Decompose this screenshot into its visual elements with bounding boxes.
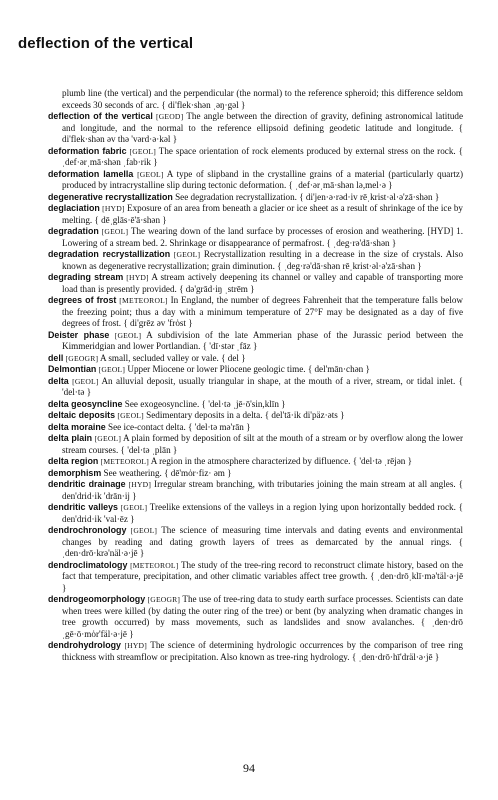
entry-headword: degrees of frost bbox=[48, 295, 117, 305]
entry-headword: dendrochronology bbox=[48, 525, 127, 535]
entry-field-label: [GEOL] bbox=[129, 146, 157, 156]
dictionary-entry bbox=[48, 353, 463, 365]
dictionary-entry bbox=[48, 410, 463, 422]
entry-headword: Delmontian bbox=[48, 364, 97, 374]
entry-field-label: [HYD] bbox=[124, 641, 147, 650]
dictionary-entry bbox=[48, 468, 463, 480]
entry-headword: dendritic valleys bbox=[48, 502, 118, 512]
entry-definition: Treelike extensions of the valleys in a region lying upon horizontally bedded rock. { den'drid·ik 'val·ēz } bbox=[62, 502, 463, 524]
entry-headword: deltaic deposits bbox=[48, 410, 116, 420]
page-number: 94 bbox=[243, 761, 255, 775]
dictionary-entry bbox=[48, 525, 463, 560]
entry-container bbox=[48, 111, 463, 663]
entry-headword: dell bbox=[48, 352, 64, 363]
entry-definition: The science of determining hydrologic occurrences by the comparison of tree ring thickness with streamflow or precipitation. Also known as tree-ring hydrology. { ˌden·drō·hī'dräl·ə·jē } bbox=[62, 640, 463, 662]
entry-headword: dendroclimatology bbox=[48, 559, 128, 570]
continued-entry-text: plumb line (the vertical) and the perpendicular (the normal) to the reference spheroid; this difference seldom exceeds 30 seconds of arc. { di'flek·shən ˌəŋ·gəl } bbox=[62, 88, 463, 110]
entry-headword: delta region bbox=[48, 456, 99, 466]
entry-definition: Exposure of an area from beneath a glacier or ice sheet as a result of shrinkage of the ice by melting. { dēˌglās·ē'ā·shən } bbox=[62, 203, 463, 225]
dictionary-entry bbox=[48, 146, 463, 169]
entry-definition: The study of the tree-ring record to reconstruct climate history, based on the fact that temperature, precipitation, and other climatic variables affect tree growth. { ˌden·drōˌklī·mə'täl·ə·jē } bbox=[62, 559, 463, 593]
entry-field-label: [GEOL] bbox=[101, 227, 129, 236]
entry-definition: A stream actively deepening its channel or valley and capable of transporting more load than is presently provided. { də'grād·iŋ ˌstrēm } bbox=[62, 272, 463, 294]
dictionary-entry bbox=[48, 249, 463, 272]
dictionary-entry bbox=[48, 399, 463, 411]
dictionary-entry bbox=[48, 203, 463, 226]
entry-definition: Irregular stream branching, with tributaries joining the main stream at all angles. { den'drid·ik 'drān·ij } bbox=[62, 479, 463, 501]
entry-definition: Sedimentary deposits in a delta. { del'tā·ik di'päz·əts } bbox=[143, 410, 345, 420]
entry-field-label: [GEOL] bbox=[94, 434, 122, 443]
entry-definition: A subdivision of the late Ammerian phase of the Jurassic period between the Kimmeridgian and lower Portlandian. { 'dī·stər ˌfāz } bbox=[62, 329, 463, 351]
dictionary-entry bbox=[48, 330, 463, 353]
entry-field-label: [GEOL] bbox=[130, 526, 158, 535]
entry-definition: A small, secluded valley or vale. { del } bbox=[98, 352, 246, 363]
entry-definition: Upper Miocene or lower Pliocene geologic time. { del'mān·chən } bbox=[125, 364, 370, 374]
dictionary-entry bbox=[48, 169, 463, 192]
entry-definition: The angle between the direction of gravity, defining astronomical latitude and longitude, and the normal to the reference ellipsoid defining geodetic latitude and longitude. { di'flek·shən əv thə 'vərd·ə·kəl } bbox=[62, 111, 463, 144]
entry-field-label: [GEOL] bbox=[114, 330, 142, 340]
dictionary-entry bbox=[48, 502, 463, 525]
entry-field-label: [GEOGR] bbox=[147, 595, 181, 604]
dictionary-entry bbox=[48, 272, 463, 295]
dictionary-entry bbox=[48, 456, 463, 468]
entry-field-label: [GEOD] bbox=[155, 112, 184, 121]
entry-definition: The wearing down of the land surface by processes of erosion and weathering. [HYD] 1. Lowering of a stream bed. 2. Shrinkage or disappearance of permafrost. { ˌdeg·rə'dā·shən } bbox=[62, 226, 463, 248]
entry-field-label: [METEOROL] bbox=[130, 560, 179, 570]
entry-headword: dendrogeomorphology bbox=[48, 594, 146, 604]
entry-headword: delta bbox=[48, 375, 69, 386]
entry-field-label: [GEOL] bbox=[120, 503, 148, 512]
entry-definition: The space orientation of rock elements produced by external stress on the rock. { ˌdef·ərˌmā·shən ˌfab·rik } bbox=[62, 145, 463, 167]
entry-headword: deglaciation bbox=[48, 203, 100, 213]
entry-headword: Deister phase bbox=[48, 329, 110, 340]
entry-field-label: [HYD] bbox=[126, 273, 149, 282]
dictionary-entry bbox=[48, 433, 463, 456]
dictionary-entry bbox=[48, 364, 463, 376]
dictionary-entry bbox=[48, 192, 463, 204]
entry-headword: dendrohydrology bbox=[48, 640, 121, 650]
dictionary-entry bbox=[48, 111, 463, 146]
entry-headword: degradation bbox=[48, 226, 99, 236]
entry-headword: deflection of the vertical bbox=[48, 111, 153, 121]
entry-field-label: [HYD] bbox=[102, 204, 125, 213]
entry-definition: An alluvial deposit, usually triangular in shape, at the mouth of a river, stream, or tidal inlet. { 'del·tə } bbox=[62, 375, 463, 397]
entry-headword: degradation recrystallization bbox=[48, 249, 171, 259]
entry-definition: See exogeosyncline. { 'del·tə ˌjē·ō'sin,klīn } bbox=[122, 398, 286, 409]
entry-definition: See weathering. { dē'mȯr·fiz· əm } bbox=[101, 467, 232, 478]
entry-headword: deformation lamella bbox=[48, 168, 134, 179]
entry-definition: The use of tree-ring data to study earth surface processes. Scientists can date when trees were killed (by dating the outer ring of the tree) or bent (by analyzing when dramatic changes in tree growth occurred) by mass movements, such as landslides and snow avalanches. { ˌden·drōˌgē·ō·mȯr'fäl·ə·jē } bbox=[62, 594, 464, 639]
entry-field-label: [HYD] bbox=[128, 480, 152, 489]
dictionary-entry bbox=[48, 640, 463, 663]
entry-field-label: [GEOGR] bbox=[65, 353, 99, 363]
entry-definition: A region in the atmosphere characterized by difluence. { 'del·tə ˌrējən } bbox=[149, 456, 413, 466]
entry-headword: degrading stream bbox=[48, 272, 124, 282]
entry-field-label: [GEOL] bbox=[98, 365, 126, 374]
entry-definition: Recrystallization resulting in a decrease in the size of crystals. Also known as degenerative recrystallization; grain diminution. { ˌdeg·rə'dā·shən rēˌkrist·əl·ə'zā·shən } bbox=[62, 249, 464, 271]
dictionary-entry bbox=[48, 226, 463, 249]
entry-headword: deformation fabric bbox=[48, 145, 127, 156]
entry-definition: The science of measuring time intervals and dating events and environmental changes by reading and dating growth layers of trees as demarcated by the annual rings. { ˌden·drō·krə'näl·ə·jē } bbox=[62, 525, 464, 558]
dictionary-entry bbox=[48, 376, 463, 399]
entry-field-label: [GEOL] bbox=[117, 411, 144, 420]
entry-field-label: [METEOROL] bbox=[119, 296, 168, 305]
running-head: deflection of the vertical bbox=[18, 35, 194, 52]
entry-definition: A plain formed by deposition of silt at the mouth of a stream or by overflow along the lower stream courses. { 'del·tə ˌplān } bbox=[62, 433, 464, 455]
dictionary-entry bbox=[48, 295, 463, 330]
entry-headword: dendritic drainage bbox=[48, 479, 126, 489]
entry-definition: See ice-contact delta. { 'del·tə mə'rān } bbox=[105, 421, 251, 432]
dictionary-entry bbox=[48, 422, 463, 434]
dictionary-entry bbox=[48, 560, 463, 595]
entry-field-label: [METEOROL] bbox=[100, 457, 149, 466]
dictionary-entry bbox=[48, 479, 463, 502]
entry-definition: A type of slipband in the crystalline grains of a material (particularly quartz) produced by intracrystalline slip during tectonic deformation. { ˌdef·ərˌmā·shən lə,mel·ə } bbox=[62, 168, 464, 190]
entry-definition: See degradation recrystallization. { di'jen·ə·rəd·iv rēˌkrist·əl·ə'zā·shən } bbox=[172, 191, 440, 202]
entry-headword: degenerative recrystallization bbox=[48, 191, 173, 202]
entry-headword: delta plain bbox=[48, 433, 93, 443]
entry-field-label: [GEOL] bbox=[72, 376, 99, 386]
entry-headword: delta moraine bbox=[48, 421, 106, 432]
entry-headword: delta geosyncline bbox=[48, 398, 123, 409]
entry-field-label: [GEOL] bbox=[137, 169, 164, 179]
entry-headword: demorphism bbox=[48, 467, 102, 478]
dictionary-entry bbox=[48, 594, 463, 640]
entry-field-label: [GEOL] bbox=[173, 250, 201, 259]
entry-definition: In England, the number of degrees Fahrenheit that the temperature falls below the freezing point; thus a day with a minimum temperature of 27°F may be designated as a day of five degrees of frost. { di'grēz əv 'frȯst } bbox=[62, 295, 464, 328]
entry-list bbox=[48, 88, 463, 663]
